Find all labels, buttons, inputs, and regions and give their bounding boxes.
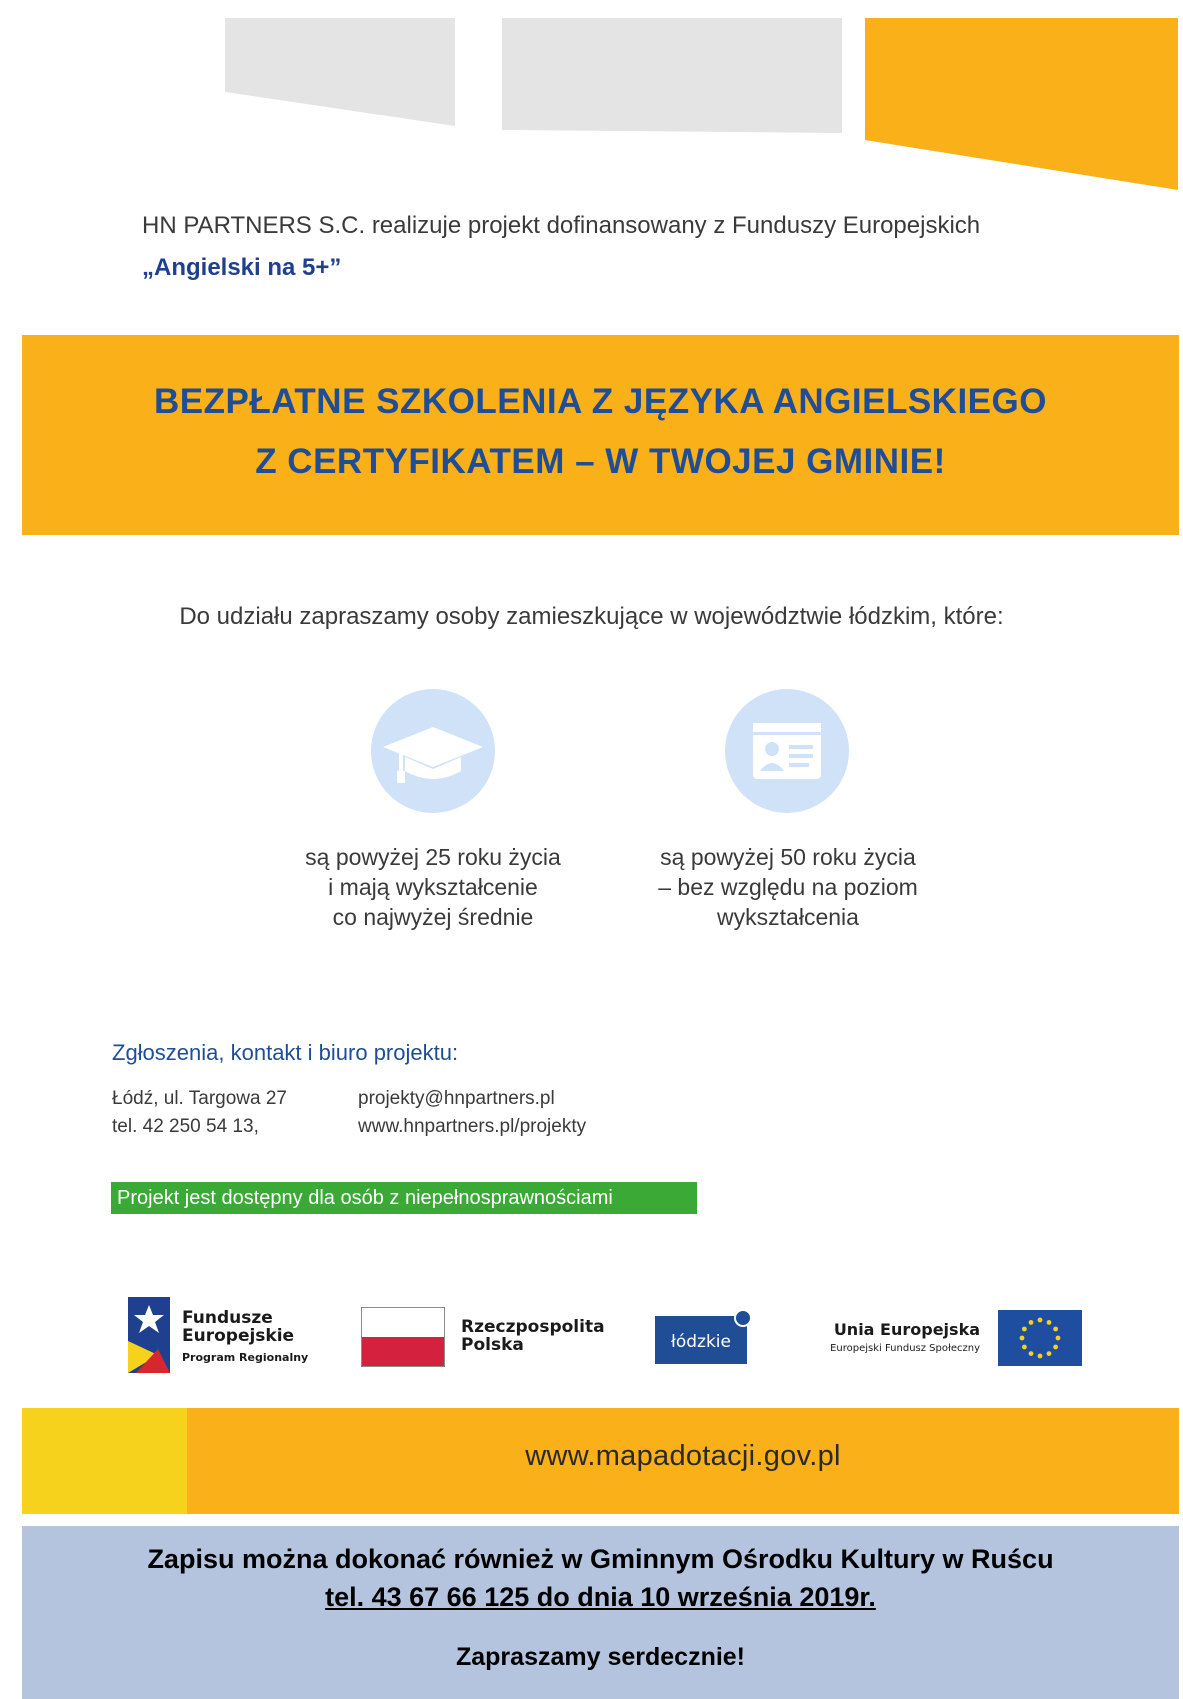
criterion-1 bbox=[273, 842, 593, 932]
intro-text: HN PARTNERS S.C. realizuje projekt dofinansowany z Funduszy Europejskich bbox=[142, 212, 981, 239]
footer-closing: Zapraszamy serdecznie! bbox=[455, 1643, 746, 1671]
criterion-2-line-2: – bez względu na poziom bbox=[658, 874, 918, 900]
criterion-2 bbox=[628, 842, 948, 932]
accessibility-badge: Projekt jest dostępny dla osób z niepełnosprawnościami bbox=[111, 1182, 697, 1214]
fundusze-europejskie-logo-icon bbox=[128, 1297, 170, 1373]
project-name: „Angielski na 5+” bbox=[142, 254, 342, 281]
lodzkie-logo bbox=[655, 1316, 747, 1364]
criterion-1-line-2: i mają wykształcenie bbox=[328, 874, 538, 900]
contact-heading: Zgłoszenia, kontakt i biuro projektu: bbox=[112, 1040, 459, 1065]
headline-banner bbox=[22, 335, 1179, 535]
rp-logo-line-2: Polska bbox=[461, 1335, 524, 1355]
contact-email-link[interactable]: projekty@hnpartners.pl bbox=[358, 1088, 555, 1109]
headline-line-1: BEZPŁATNE SZKOLENIA Z JĘZYKA ANGIELSKIEGO bbox=[154, 382, 1047, 421]
rp-logo-line-1: Rzeczpospolita bbox=[461, 1317, 605, 1337]
criterion-2-line-3: wykształcenia bbox=[717, 904, 859, 930]
contact-phone: tel. 42 250 54 13, bbox=[112, 1116, 259, 1137]
signup-footer bbox=[22, 1526, 1179, 1699]
invite-text: Do udziału zapraszamy osoby zamieszkujące w województwie łódzkim, które: bbox=[179, 603, 1004, 630]
band-stripe bbox=[22, 1408, 187, 1514]
mapadotacji-link[interactable]: www.mapadotacji.gov.pl bbox=[525, 1440, 841, 1472]
polish-flag-icon bbox=[361, 1307, 445, 1367]
lodzkie-badge-icon bbox=[734, 1309, 752, 1327]
contact-address: Łódź, ul. Targowa 27 bbox=[112, 1088, 287, 1109]
fe-logo-line-3: Program Regionalny bbox=[182, 1351, 309, 1364]
fe-logo-line-1: Fundusze bbox=[182, 1308, 273, 1328]
criterion-2-line-1: są powyżej 50 roku życia bbox=[660, 844, 916, 870]
footer-phone-line: tel. 43 67 66 125 do dnia 10 września 2019r. bbox=[325, 1582, 876, 1612]
footer-line-1: Zapisu można dokonać również w Gminnym Ośrodku Kultury w Ruścu bbox=[147, 1544, 1054, 1574]
ue-logo-line-2: Europejski Fundusz Społeczny bbox=[830, 1343, 980, 1354]
headline-line-2: Z CERTYFIKATEM – W TWOJEJ GMINIE! bbox=[255, 442, 946, 481]
criterion-1-line-3: co najwyżej średnie bbox=[332, 904, 534, 930]
lodzkie-logo-text: łódzkie bbox=[671, 1332, 731, 1352]
criterion-1-line-1: są powyżej 25 roku życia bbox=[305, 844, 561, 870]
website-band bbox=[22, 1408, 1179, 1514]
fe-logo-line-2: Europejskie bbox=[182, 1326, 295, 1346]
contact-website-link[interactable]: www.hnpartners.pl/projekty bbox=[358, 1116, 587, 1137]
ue-logo-line-1: Unia Europejska bbox=[833, 1320, 980, 1339]
graduation-cap-icon bbox=[371, 689, 495, 813]
header-decoration bbox=[0, 0, 1183, 200]
eu-flag-icon bbox=[998, 1310, 1082, 1366]
id-card-icon bbox=[725, 689, 849, 813]
